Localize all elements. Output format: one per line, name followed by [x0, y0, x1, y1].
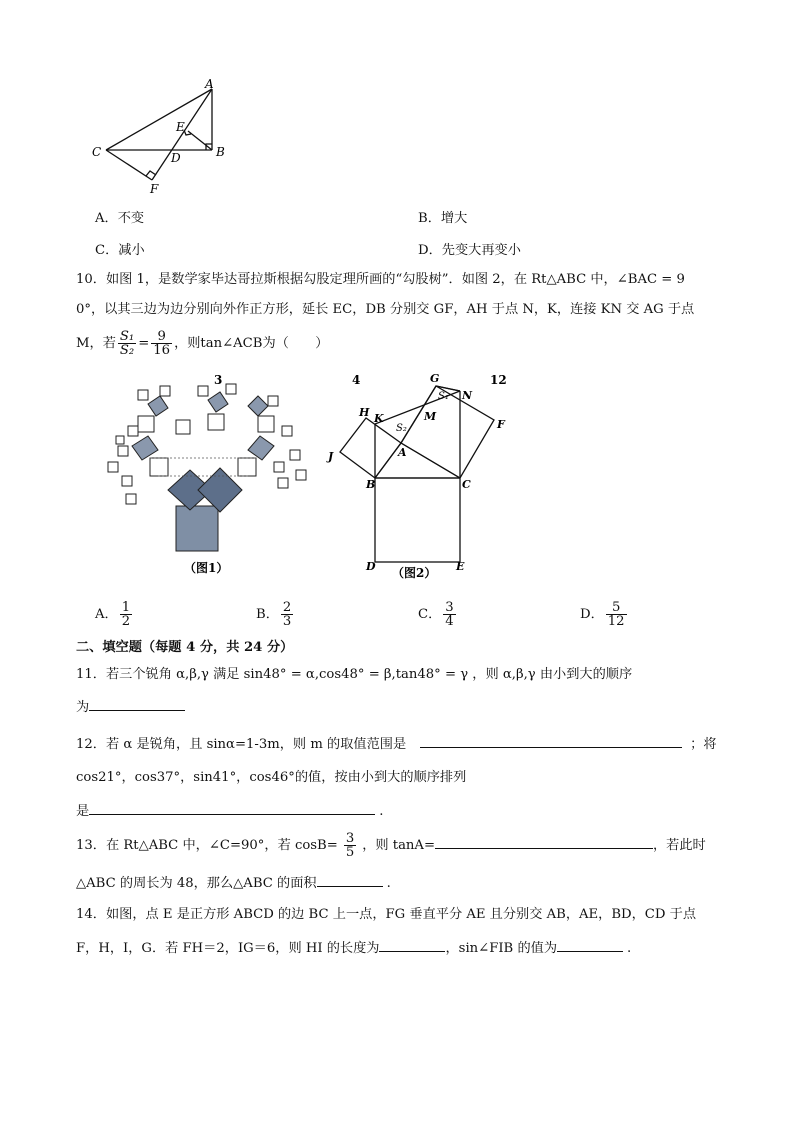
- option-fraction: [443, 601, 455, 628]
- equals-sign: =: [138, 336, 150, 351]
- q9-option-b: [418, 207, 467, 226]
- q11-line2-text: 为: [76, 700, 90, 715]
- q12-line1-text: 12．若 α 是锐角，且 sinα=1-3m，则 m 的取值范围是: [76, 737, 407, 752]
- frac-den: S₂: [119, 343, 135, 358]
- frac-num: 2: [282, 600, 292, 615]
- option-text: 增大: [440, 211, 468, 226]
- option-key: A．: [95, 211, 118, 226]
- q14-line1: 14．如图，点 E 是正方形 ABCD 的边 BC 上一点，FG 垂直平分 AE 且分别交 AB，AE，BD，CD 于点: [76, 907, 697, 922]
- frac-den: 16: [153, 343, 171, 358]
- fig2-label-E: E: [456, 560, 465, 573]
- q10-option-c: [418, 600, 458, 630]
- option-key: C．: [95, 243, 119, 258]
- fig2-label-C: C: [462, 478, 471, 491]
- option-key: A．: [95, 607, 118, 622]
- cosb-fraction: [344, 832, 356, 859]
- label-A: A: [205, 77, 214, 91]
- fig1-caption: （图1）: [184, 561, 229, 575]
- fig2-label-G: G: [430, 372, 440, 385]
- answer-blank: [557, 937, 623, 952]
- option-key: D．: [418, 243, 442, 258]
- frac-den: 5: [345, 845, 355, 860]
- q9-option-a: [95, 207, 144, 226]
- fig2-label-B: B: [366, 478, 376, 491]
- answer-blank: [435, 834, 653, 849]
- frac-den: 3: [282, 614, 292, 629]
- figure-2: [326, 366, 516, 582]
- section-heading: 二、填空题（每题 4 分，共 24 分）: [76, 640, 294, 655]
- q12-line3-end: .: [379, 804, 384, 819]
- q14-line2: [76, 937, 631, 959]
- frac-num: S₁: [119, 329, 135, 344]
- answer-blank: [379, 937, 445, 952]
- answer-blank: [89, 800, 375, 815]
- label-E: E: [176, 120, 185, 134]
- fig2-label-S2: S₂: [396, 423, 407, 434]
- frac-den: 4: [445, 614, 454, 629]
- fig2-label-M: M: [424, 410, 437, 423]
- frac-den: 2: [121, 614, 131, 629]
- option-text: 不变: [117, 211, 145, 226]
- option-fraction: [281, 601, 293, 628]
- q10-option-d: [580, 600, 629, 630]
- label-F: F: [150, 182, 159, 196]
- answer-blank: [89, 696, 185, 711]
- ratio-value-fraction: [151, 330, 172, 357]
- q10-option-a: [95, 600, 134, 630]
- fig2-number: 4: [352, 373, 361, 387]
- q13-line2-end: .: [386, 876, 391, 891]
- option-key: B．: [418, 211, 441, 226]
- frac-num: 3: [445, 600, 454, 615]
- q13-line1: [76, 830, 706, 862]
- q10-line1: 10．如图 1，是数学家毕达哥拉斯根据勾股定理所画的“勾股树”．如图 2，在 Rt△ABC 中，∠BAC = 9: [76, 272, 685, 287]
- frac-num: 3: [345, 831, 355, 846]
- q11-line1: 11．若三个锐角 α,β,γ 满足 sin48° = α,cos48° = β,tan48° = γ ，则 α,β,γ 由小到大的顺序: [76, 667, 633, 682]
- option-fraction: [120, 601, 132, 628]
- q13-pre: 13．在 Rt△ABC 中，∠C=90°，若 cosB=: [76, 838, 338, 853]
- fig2-caption: （图2）: [392, 566, 437, 580]
- fig2-label-J: J: [328, 450, 334, 463]
- q10-line3-post: ，则tan∠ACB为（ ）: [174, 336, 329, 351]
- fig2-label-F: F: [497, 418, 505, 431]
- fig2-label-S1: S₁: [438, 391, 449, 402]
- label-B: B: [216, 145, 225, 159]
- option-key: C．: [418, 607, 442, 622]
- pythagoras-tree-figure: [98, 366, 320, 582]
- q12-line1: [76, 733, 717, 755]
- fig2-label-D: D: [366, 560, 376, 573]
- q13-mid: ，则 tanA=: [362, 838, 435, 853]
- option-key: D．: [580, 607, 604, 622]
- label-C: C: [92, 145, 102, 159]
- option-text: 先变大再变小: [441, 243, 521, 258]
- q12-line1-end: ；将: [690, 737, 717, 752]
- q12-line3-text: 是: [76, 804, 90, 819]
- q14-line2-end: .: [627, 941, 632, 956]
- fig1-number: 3: [214, 373, 223, 387]
- answer-blank: [420, 733, 682, 748]
- q13-line2: [76, 872, 391, 894]
- frac-num: 5: [606, 601, 627, 615]
- frac-num: 1: [121, 600, 131, 615]
- fig2-number-2: 12: [490, 373, 507, 387]
- frac-num: 9: [151, 330, 172, 344]
- fig2-label-K: K: [374, 412, 384, 425]
- ratio-s-fraction: [118, 330, 136, 357]
- option-key: B．: [256, 607, 279, 622]
- q11-line2: [76, 696, 185, 718]
- q13-line2-text: △ABC 的周长为 48，那么△ABC 的面积: [76, 876, 317, 891]
- fig2-label-H: H: [359, 406, 370, 419]
- q10-option-b: [256, 600, 295, 630]
- q10-line3: [76, 329, 328, 359]
- q14-line2-mid: ，sin∠FIB 的值为: [445, 941, 558, 956]
- fig2-label-N: N: [462, 389, 473, 402]
- label-D: D: [171, 151, 181, 165]
- frac-den: 12: [607, 614, 625, 629]
- q10-line2: 0°，以其三边为边分别向外作正方形，延长 EC，DB 分别交 GF，AH 于点 N，K，连接 KN 交 AG 于点: [76, 302, 695, 317]
- option-text: 减小: [118, 243, 145, 258]
- q9-option-c: [95, 239, 145, 258]
- q13-post: ，若此时: [653, 838, 706, 853]
- q9-option-d: [418, 239, 521, 258]
- triangle-figure: [86, 76, 246, 198]
- fig2-label-A: A: [398, 446, 407, 459]
- q14-line2-pre: F，H，I，G．若 FH＝2，IG＝6，则 HI 的长度为: [76, 941, 380, 956]
- answer-blank: [317, 872, 383, 887]
- q12-line2: cos21°，cos37°，sin41°，cos46°的值，按由小到大的顺序排列: [76, 770, 467, 785]
- q12-line3: [76, 800, 383, 822]
- option-fraction: [606, 601, 627, 628]
- q10-line3-pre: M，若: [76, 336, 116, 351]
